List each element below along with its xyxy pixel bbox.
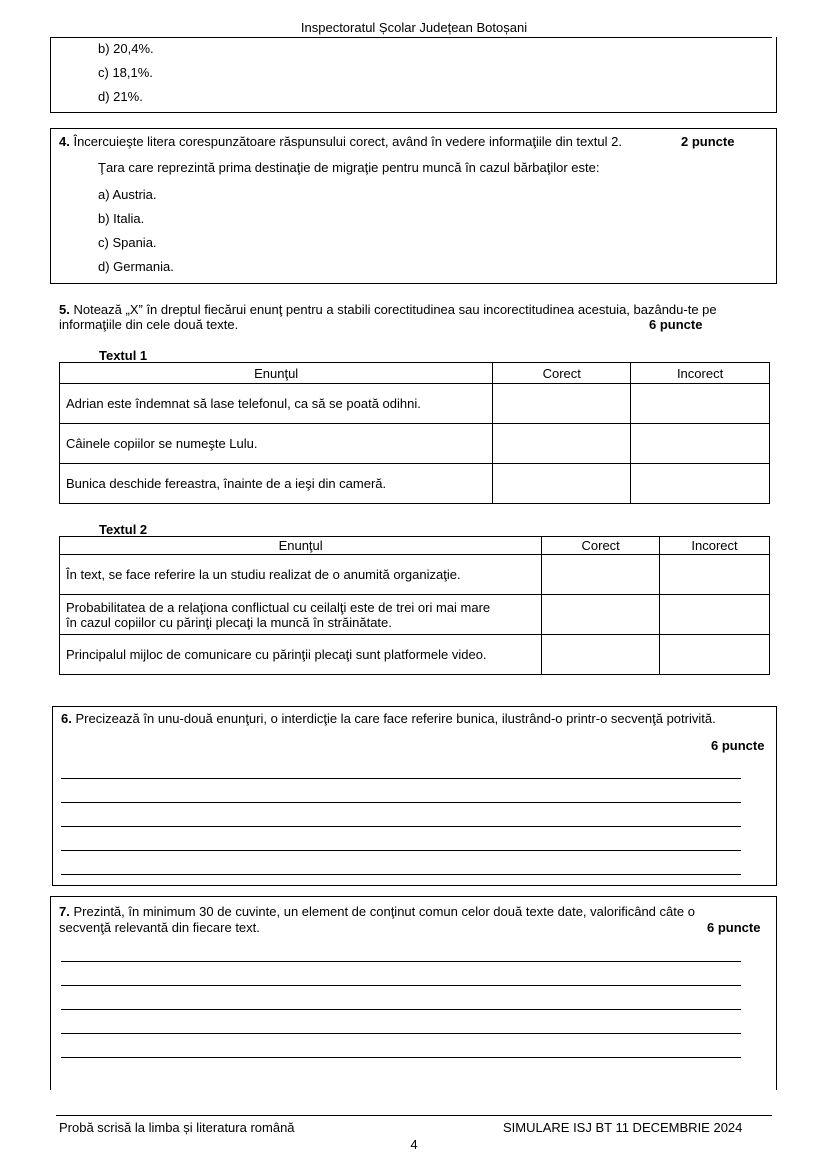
q6-prompt [61,711,773,726]
q5-number: 5. [59,302,70,317]
q4-points: 2 puncte [681,134,735,149]
q4-question: Ţara care reprezintă prima destinaţie de migraţie pentru muncă în cazul bărbaţilor este: [98,160,600,175]
text1-statement-2: Câinele copiilor se numeşte Lulu. [60,424,493,464]
q6-answer-line-2[interactable] [61,802,741,803]
q4-option-a: a) Austria. [98,187,157,202]
text2-correct-cell-2[interactable] [542,595,660,635]
text1-incorrect-cell-2[interactable] [631,424,770,464]
q6-text: Precizează în unu-două enunţuri, o interdicţie la care face referire bunica, ilustrând-o printr-o secvenţă potrivită. [75,711,716,726]
footer-divider [56,1115,772,1116]
text2-table [59,536,770,675]
table-row [60,424,770,464]
text1-correct-cell-3[interactable] [493,464,631,504]
text2-incorrect-cell-1[interactable] [660,555,770,595]
page-header-title: Inspectoratul Școlar Județean Botoșani [300,20,528,35]
text2-label: Textul 2 [99,522,148,537]
footer-right-text: SIMULARE ISJ BT 11 DECEMBRIE 2024 [503,1120,743,1135]
q4-option-b: b) Italia. [98,211,145,226]
q6-answer-line-3[interactable] [61,826,741,827]
q7-text-line2: secvenţă relevantă din fiecare text. [59,920,260,935]
q3-option-b: b) 20,4%. [98,41,154,56]
q4-prompt [59,134,759,149]
table-row [60,464,770,504]
q7-answer-line-5[interactable] [61,1057,741,1058]
q4-number: 4. [59,134,70,149]
q5-prompt-line1 [59,302,771,317]
q4-box [50,128,777,284]
text2-header-statement: Enunţul [60,537,542,555]
q7-points: 6 puncte [707,920,761,935]
q7-answer-line-3[interactable] [61,1009,741,1010]
table-row [60,555,770,595]
table-row [60,384,770,424]
text1-header-incorrect: Incorect [631,363,770,384]
text2-statement-2-line1: Probabilitatea de a relaţiona conflictual cu ceilalţi este de trei ori mai mare [66,599,491,615]
text1-incorrect-cell-1[interactable] [631,384,770,424]
footer-left-text: Probă scrisă la limba și literatura română [59,1120,295,1135]
text1-table [59,362,770,504]
text1-correct-cell-1[interactable] [493,384,631,424]
q3-continuation-box [50,37,777,113]
text2-correct-cell-3[interactable] [542,635,660,675]
q3-option-c: c) 18,1%. [98,65,153,80]
text1-label: Textul 1 [99,348,148,363]
q6-answer-line-1[interactable] [61,778,741,779]
q7-prompt-line1 [59,904,774,919]
table-row [60,595,770,635]
text2-header-incorrect: Incorect [660,537,770,555]
text2-incorrect-cell-2[interactable] [660,595,770,635]
q3-option-d: d) 21%. [98,89,143,104]
q5-text-line2: informaţiile din cele două texte. [59,317,239,332]
text2-header-correct: Corect [542,537,660,555]
q7-answer-line-2[interactable] [61,985,741,986]
q7-box [50,896,777,1090]
q6-box [52,706,777,886]
q4-option-d: d) Germania. [98,259,174,274]
text1-correct-cell-2[interactable] [493,424,631,464]
text2-correct-cell-1[interactable] [542,555,660,595]
q5-text-line1: Notează „X” în dreptul fiecărui enunţ pentru a stabili corectitudinea sau incorectitudinea acestuia, bazându-te pe [73,302,717,317]
q6-number: 6. [61,711,72,726]
text2-statement-2-line2: în cazul copiilor cu părinţi plecaţi la muncă în străinătate. [66,614,392,630]
text1-header-statement: Enunţul [60,363,493,384]
text2-statement-3: Principalul mijloc de comunicare cu părinţii plecaţi sunt platformele video. [60,635,542,675]
q7-number: 7. [59,904,70,919]
q7-answer-line-4[interactable] [61,1033,741,1034]
text1-header-correct: Corect [493,363,631,384]
q5-points: 6 puncte [649,317,703,332]
q6-answer-line-4[interactable] [61,850,741,851]
q7-answer-line-1[interactable] [61,961,741,962]
text1-incorrect-cell-3[interactable] [631,464,770,504]
q7-text-line1: Prezintă, în minimum 30 de cuvinte, un element de conţinut comun celor două texte date, valorificând câte o [73,904,695,919]
q6-points: 6 puncte [711,738,765,753]
q4-option-c: c) Spania. [98,235,157,250]
q6-answer-line-5[interactable] [61,874,741,875]
text2-statement-1: În text, se face referire la un studiu realizat de o anumită organizaţie. [60,555,542,595]
table-row [60,635,770,675]
text1-statement-3: Bunica deschide fereastra, înainte de a ieşi din cameră. [60,464,493,504]
text1-statement-1: Adrian este îndemnat să lase telefonul, ca să se poată odihni. [60,384,493,424]
text2-statement-2 [60,595,542,635]
text2-incorrect-cell-3[interactable] [660,635,770,675]
q4-text: Încercuieşte litera corespunzătoare răspunsului corect, având în vedere informaţiile din textul 2. [73,134,622,149]
page-number: 4 [410,1137,418,1152]
